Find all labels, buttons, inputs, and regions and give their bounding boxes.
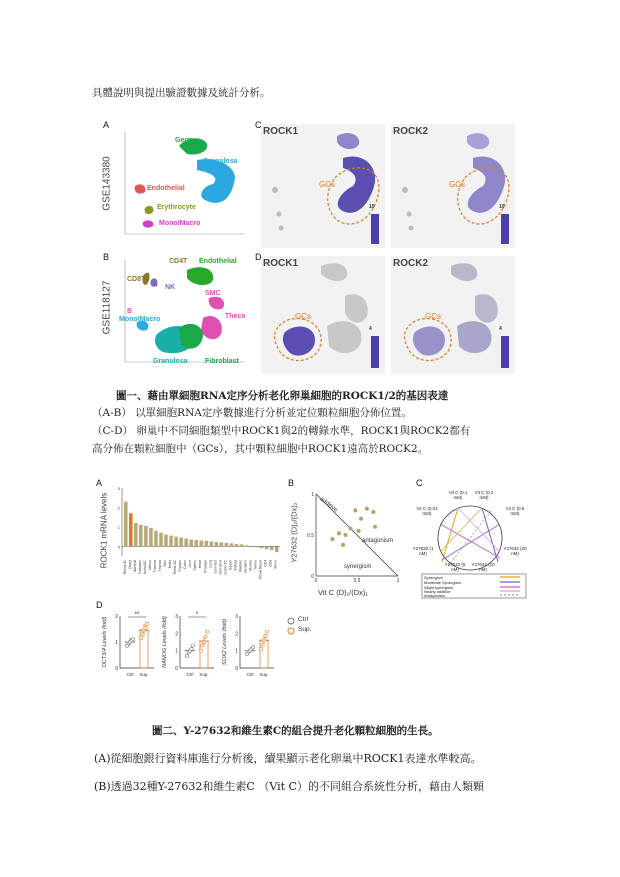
feature-plot <box>391 124 515 248</box>
x-tick-label: Skin <box>163 560 168 567</box>
panel-letter: C <box>255 120 262 130</box>
bar <box>189 539 193 546</box>
x-tick-label: Mono <box>273 560 278 569</box>
iso-x-label: Vit C (D)₁/(Dx)₁ <box>318 588 368 597</box>
cluster-label: Granulosa <box>203 158 238 165</box>
x-tick-label: Heart <box>198 560 203 569</box>
x-tick-label: Ovary <box>127 560 132 570</box>
bar <box>194 540 198 546</box>
legend-entry: Synergism <box>424 575 443 580</box>
bar <box>245 545 249 546</box>
cluster-label: Germ <box>175 137 194 144</box>
dot-plots <box>92 608 292 704</box>
feature-plot <box>391 256 515 374</box>
data-point <box>365 507 369 511</box>
x-tick-label: Whole Blood <box>258 560 263 580</box>
circle-node: Y27632 (5 nM) <box>444 562 466 572</box>
bar <box>225 543 229 546</box>
panel-letter: B <box>288 478 295 488</box>
panel-letter: A <box>96 478 103 488</box>
bar <box>124 502 128 547</box>
umap-expression <box>261 256 385 374</box>
data-point <box>348 526 352 530</box>
bar <box>184 539 188 547</box>
dot-point <box>259 647 262 650</box>
iso-y-label: Y27632 (D)₂/(Dx)₂ <box>289 502 299 563</box>
dataset-label: GSE143380 <box>101 156 113 211</box>
x-tick-label: Muscle <box>248 560 253 571</box>
x-tick-label: Sup. <box>259 672 269 677</box>
data-point <box>373 525 377 529</box>
dot-point <box>265 630 268 633</box>
x-tick-label: Cerv-End <box>218 560 223 575</box>
circle-node: Y27632 (1 nM) <box>412 546 434 556</box>
figure-2 <box>92 476 532 706</box>
bar <box>179 538 183 547</box>
x-tick-label: Thymus <box>178 560 183 573</box>
x-tick-label: Ctrl <box>186 672 194 677</box>
circle-node: Y27632 (10 nM) <box>471 562 495 572</box>
bar <box>265 546 269 549</box>
bar <box>154 531 158 547</box>
y-tick-label: 0 <box>175 666 178 672</box>
x-tick-label: Colon <box>183 560 188 569</box>
figure1-caption: 圖一、藉由單細胞RNA定序分析老化卵巢細胞的ROCK1/2的基因表達 <box>116 390 449 402</box>
x-tick-label: Sup. <box>139 672 149 677</box>
cluster-label: Mono/Macro <box>159 220 201 227</box>
x-tick-label: Adrenal <box>132 560 137 572</box>
cluster-label: Fibroblast <box>205 358 239 365</box>
y-tick-label: 0.5 <box>307 533 314 539</box>
gcs-label: GCs <box>319 180 335 189</box>
cluster-label: NK <box>165 284 176 291</box>
circle-node: Vit C (0.5 mM) <box>505 506 525 516</box>
y-tick-label: 2 <box>175 631 178 638</box>
iso-tag-additive: additive <box>318 496 339 514</box>
dot-point <box>204 635 207 638</box>
x-tick-label: CD8 <box>268 560 273 567</box>
legend-entry: Slight synergism <box>424 585 454 590</box>
x-tick-label: Fallopian <box>137 560 142 574</box>
bar <box>275 546 279 552</box>
legend-entry: Nearly additive <box>424 589 451 594</box>
sig-mark: * <box>195 612 199 618</box>
x-tick-label: Prostate <box>203 560 208 573</box>
bar <box>144 526 148 546</box>
legend-entry: Antagonism <box>424 593 446 598</box>
bar <box>270 546 274 550</box>
x-tick-label: 0.5 <box>353 578 361 584</box>
x-tick-label: Spleen <box>193 560 198 571</box>
x-tick-label: Retina-IC <box>122 560 127 575</box>
data-point <box>371 510 375 514</box>
y-tick-label: 1 <box>311 492 314 498</box>
dot-point <box>131 638 134 641</box>
dot-point <box>191 644 194 647</box>
x-tick-label: Thyroid <box>157 560 162 572</box>
umap-expression <box>391 256 515 374</box>
y-tick-label: 1 <box>235 648 238 655</box>
rock1-bar-chart <box>112 484 284 596</box>
dot-point <box>145 622 148 625</box>
x-tick-label: Kidney <box>233 560 238 571</box>
bar <box>149 528 153 546</box>
figure2-note: (A)從細胞銀行資料庫進行分析後，續果顯示老化卵巢中ROCK1表達水準較高。 <box>94 752 482 765</box>
x-tick-label: Bladder <box>238 560 243 572</box>
data-point <box>359 517 363 521</box>
x-tick-label: Cerv-Ect <box>213 560 218 574</box>
y-tick-label: 0 <box>311 574 314 580</box>
data-point <box>344 533 348 537</box>
data-point <box>341 543 345 547</box>
x-tick-label: 0 <box>314 578 318 584</box>
y-tick-label: 2 <box>115 614 118 620</box>
y-tick-label: 3 <box>235 614 238 620</box>
scale-max: 10 <box>499 204 505 210</box>
circle-node: Vit C (0.2 mM) <box>474 490 494 500</box>
y-tick-label: 1 <box>115 640 118 646</box>
bar <box>215 542 219 546</box>
x-tick-label: Ctrl <box>246 672 254 677</box>
dot-point <box>141 633 144 636</box>
y-tick-label: 2 <box>117 505 120 511</box>
dot-point <box>202 640 205 643</box>
cluster-label: Endothelial <box>199 258 237 265</box>
dot-point <box>261 643 264 646</box>
bar <box>235 544 239 546</box>
y-tick-label: 0 <box>235 666 238 672</box>
x-tick-label: Trachea <box>152 560 157 573</box>
sig-mark: ** <box>134 612 140 618</box>
cluster-label: Endothelial <box>147 185 185 192</box>
y-tick-label: 0 <box>115 666 118 672</box>
x-tick-label: Ctrl <box>126 672 134 677</box>
x-tick-label: Nerve <box>253 560 258 570</box>
dot-y-label: OCT3/4 Levels (fold) <box>102 616 108 668</box>
data-point <box>357 529 361 533</box>
gene-title: ROCK1 <box>263 258 299 269</box>
cluster-label: B <box>127 308 133 315</box>
cluster-label: Mono/Macro <box>119 316 161 323</box>
cluster-label: SMC <box>205 290 221 297</box>
circle-node: Vit C (0.1 mM) <box>448 490 468 500</box>
bar <box>174 537 178 547</box>
panel-letter: C <box>416 478 423 488</box>
dot-point <box>251 646 254 649</box>
dot-point <box>199 649 202 652</box>
y-tick-label: 0 <box>117 544 120 550</box>
cluster-label: CD4T <box>169 258 188 265</box>
bar <box>139 525 143 546</box>
x-tick-label: Sup. <box>199 672 209 677</box>
bar <box>260 546 264 548</box>
dot-point <box>205 630 208 633</box>
figure2-note: (B)透過32種Y-27632和維生素C （Vit C）的不同組合系統性分析，藉由人類顆 <box>94 780 484 793</box>
x-tick-label: Uterus <box>147 560 152 570</box>
dot-point <box>185 654 188 657</box>
dot-y-label: NANOG Levels (fold) <box>162 616 168 668</box>
scale-max: 4 <box>369 326 372 332</box>
bar <box>199 540 203 546</box>
iso-tag-synergism: synergism <box>344 564 372 570</box>
dot-point <box>262 639 265 642</box>
gene-title: ROCK2 <box>393 126 429 137</box>
bar <box>164 535 168 547</box>
y-tick-label: 3 <box>175 614 178 620</box>
x-tick-label: Testis-SC <box>173 560 178 575</box>
cluster-label: Erythrocyte <box>157 204 196 211</box>
y-tick-label: 3 <box>117 486 120 491</box>
panel-letter: D <box>96 600 103 610</box>
dot-legend-markers <box>286 616 298 638</box>
bar <box>220 542 224 546</box>
x-tick-label: Esoph <box>228 560 233 570</box>
scale-max: 10 <box>369 204 375 210</box>
dot-plot-svg <box>92 608 292 704</box>
bar <box>240 544 244 546</box>
dataset-label: GSE118127 <box>101 280 113 335</box>
y-tick-label: 1 <box>175 648 178 655</box>
panel-letter: B <box>103 252 110 262</box>
figure2-caption: 圖二、Y-27632和維生素C的組合提升老化顆粒細胞的生長。 <box>152 725 439 737</box>
cluster-label: Granulosa <box>153 358 188 365</box>
gene-title: ROCK1 <box>263 126 299 137</box>
dot-point <box>144 626 147 629</box>
data-point <box>353 508 357 512</box>
x-tick-label: Testis <box>168 560 173 569</box>
dot-point <box>201 644 204 647</box>
dot-point <box>190 647 193 650</box>
sup-bar <box>140 630 148 668</box>
x-tick-label: 1 <box>396 578 400 584</box>
figure1-note: （A-B） 以單細胞RNA定序數據進行分析並定位顆粒細胞分佈位置。 <box>92 407 412 419</box>
feature-plot <box>261 124 385 248</box>
x-tick-label: Stomach <box>243 560 248 574</box>
legend-sup: Sup. <box>298 626 312 633</box>
gcs-label: GCs <box>425 312 441 321</box>
data-point <box>330 537 334 541</box>
bar <box>169 536 173 547</box>
data-point <box>337 531 341 535</box>
x-tick-label: Aorta-EC <box>142 560 147 574</box>
bar <box>205 541 209 546</box>
iso-tag-antagonism: antagonism <box>362 538 394 544</box>
x-tick-label: Lung <box>208 560 213 568</box>
figure1-note: （C-D） 卵巢中不同細胞類型中ROCK1與2的轉錄水準，ROCK1與ROCK2都有 <box>92 425 471 437</box>
circle-node: Y27632 (20 nM) <box>503 546 527 556</box>
dot-y-label: SOX2 Levels (fold) <box>222 618 228 666</box>
bar-y-label: ROCK1 mRNA levels <box>99 492 109 569</box>
y-tick-label: 2 <box>235 631 238 638</box>
gene-title: ROCK2 <box>393 258 429 269</box>
intro-line: 具體說明與提出驗證數據及統計分析。 <box>92 87 271 99</box>
feature-plot <box>261 256 385 374</box>
circle-node: Vit C (0.01 mM) <box>416 506 438 516</box>
gcs-label: GCs <box>295 312 311 321</box>
bar <box>129 513 133 546</box>
panel-letter: D <box>255 252 262 262</box>
cluster-label: Theca <box>225 313 246 320</box>
legend-entry: Moderate Synergism <box>424 580 461 585</box>
bar <box>230 543 234 546</box>
dot-point <box>264 634 267 637</box>
x-tick-label: CD4 <box>263 560 268 567</box>
dot-point <box>139 637 142 640</box>
bar <box>134 523 138 546</box>
bar <box>255 546 259 547</box>
scale-max: 4 <box>499 326 502 332</box>
gcs-label: GCs <box>449 180 465 189</box>
y-tick-label: 1 <box>117 524 120 530</box>
x-tick-label: Colon-TC <box>223 560 228 575</box>
panel-letter: A <box>103 120 110 130</box>
figure-1 <box>95 118 525 376</box>
bar <box>159 533 163 547</box>
legend-ctrl: Ctrl <box>298 616 309 623</box>
figure1-note: 高分佈在顆粒細胞中（GCs），其中顆粒細胞中ROCK1遠高於ROCK2。 <box>92 443 429 455</box>
bar <box>210 541 214 546</box>
cluster-label: CD8T <box>127 276 146 283</box>
x-tick-label: Liver <box>188 560 193 568</box>
